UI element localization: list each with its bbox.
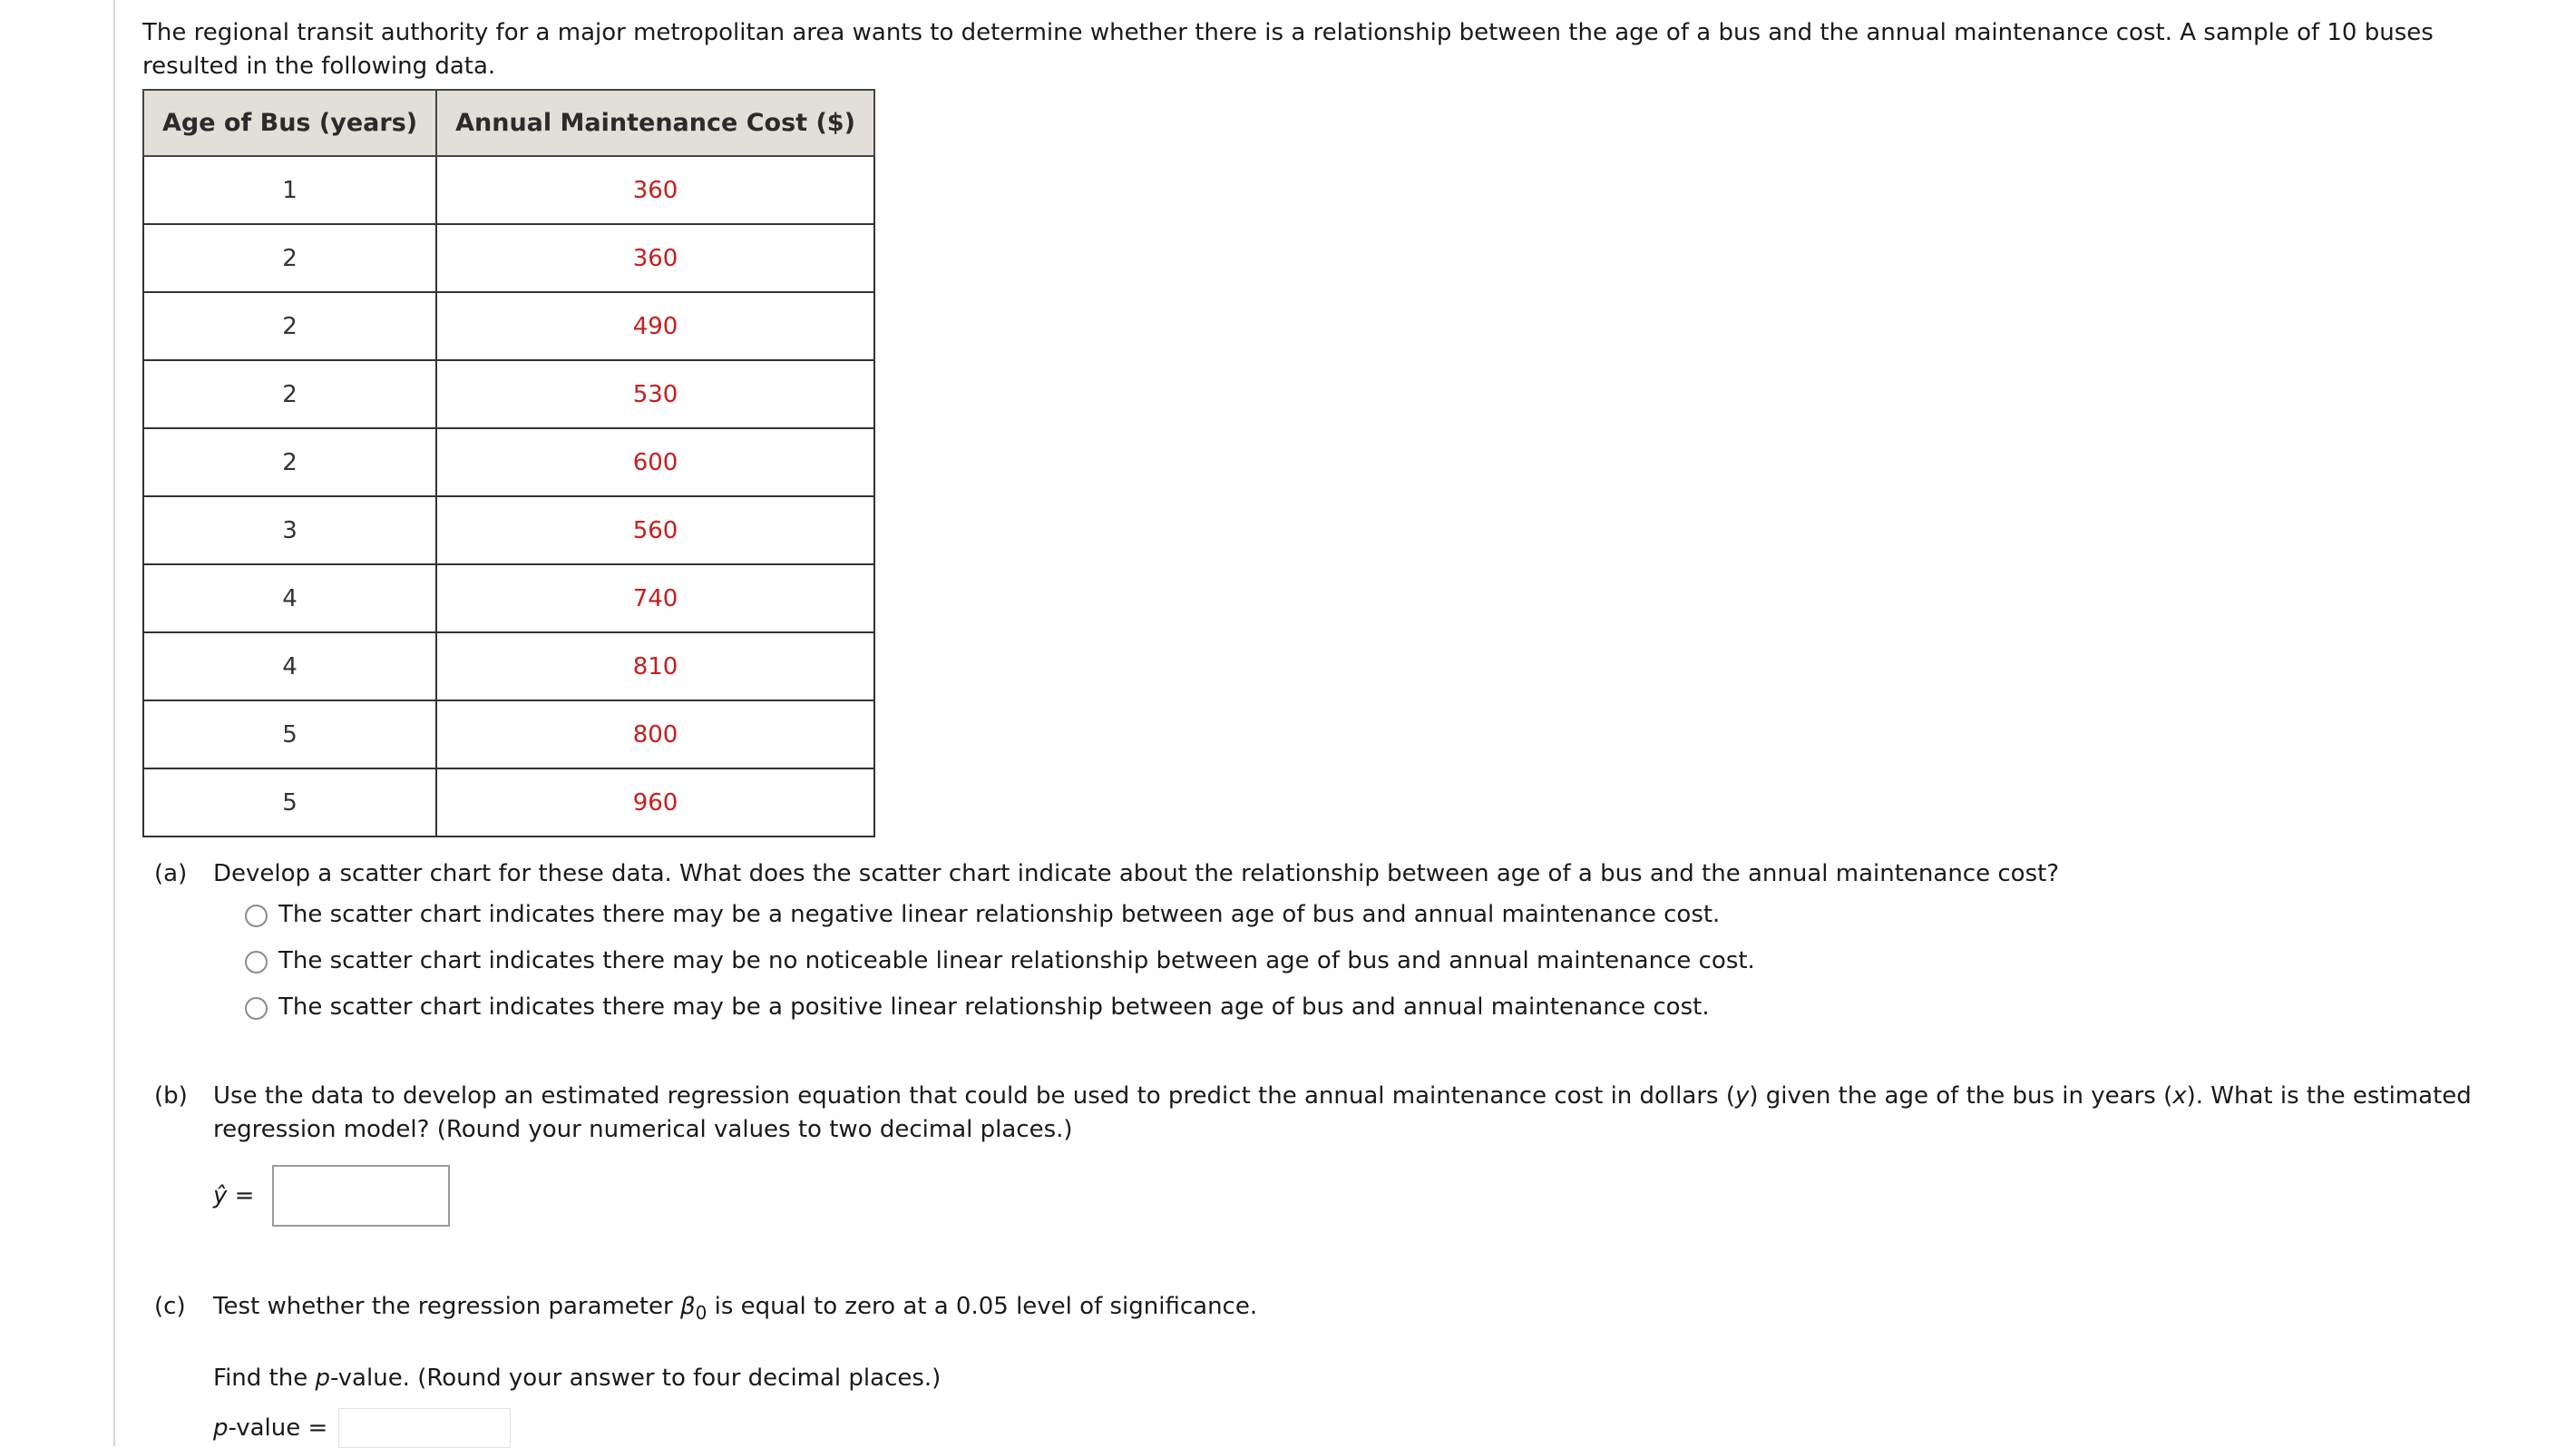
age-cell: 5 <box>143 700 436 768</box>
part-b-text-3: ). What is the estimated <box>2186 1082 2472 1110</box>
part-a-question-text: Develop a scatter chart for these data. What does the scatter chart indicate about the relationship between age of a bus and the annual maintenance cost? <box>213 860 2060 887</box>
table-row <box>143 496 874 564</box>
table-header-row <box>143 90 874 156</box>
pvalue-input[interactable] <box>338 1408 511 1448</box>
cost-cell: 800 <box>436 700 874 768</box>
cost-cell: 490 <box>436 292 874 360</box>
regression-answer-row <box>213 1165 450 1227</box>
radio-negative[interactable] <box>245 905 268 927</box>
part-b-question <box>154 1080 2513 1147</box>
option-positive-label: The scatter chart indicates there may be a positive linear relationship between age of bus and annual maintenance cost. <box>278 993 1710 1021</box>
cost-cell: 360 <box>436 224 874 292</box>
age-cell: 4 <box>143 564 436 632</box>
part-c-text-1: Test whether the regression parameter <box>213 1293 680 1320</box>
cost-cell: 360 <box>436 156 874 224</box>
part-c-question <box>154 1290 2513 1330</box>
option-none[interactable] <box>154 943 2513 989</box>
pvalue-p: p <box>213 1414 229 1442</box>
table-row <box>143 156 874 224</box>
regression-equation-input[interactable] <box>272 1165 450 1227</box>
part-a-question <box>154 860 2513 887</box>
table-row <box>143 768 874 837</box>
part-c-label: (c) <box>154 1293 186 1320</box>
part-b <box>154 1080 2513 1209</box>
age-cell: 2 <box>143 224 436 292</box>
part-c <box>154 1290 2513 1448</box>
part-a-label: (a) <box>154 860 188 887</box>
pvalue-label: -value = <box>228 1414 328 1442</box>
table-row <box>143 360 874 428</box>
left-margin-rule <box>113 0 115 1446</box>
beta-subscript: 0 <box>695 1302 707 1325</box>
cost-cell: 810 <box>436 632 874 700</box>
part-a <box>154 860 2513 1035</box>
radio-positive[interactable] <box>245 997 268 1020</box>
cost-cell: 560 <box>436 496 874 564</box>
part-b-label: (b) <box>154 1082 188 1110</box>
find-pvalue-instruction <box>154 1362 2513 1395</box>
age-cell: 3 <box>143 496 436 564</box>
table-row <box>143 428 874 496</box>
table-row <box>143 292 874 360</box>
problem-intro <box>142 16 2501 83</box>
age-cell: 5 <box>143 768 436 837</box>
cost-cell: 960 <box>436 768 874 837</box>
part-a-options <box>154 896 2513 1035</box>
age-cell: 4 <box>143 632 436 700</box>
age-cell: 1 <box>143 156 436 224</box>
part-b-text-1: Use the data to develop an estimated regression equation that could be used to predict the annual maintenance cost in dollars ( <box>213 1082 1735 1110</box>
age-cell: 2 <box>143 360 436 428</box>
yhat-label: ŷ = <box>213 1181 255 1209</box>
bus-data-table <box>142 89 875 837</box>
age-cell: 2 <box>143 292 436 360</box>
part-b-text-4: regression model? (Round your numerical values to two decimal places.) <box>213 1116 1073 1143</box>
part-c-text-2: is equal to zero at a 0.05 level of significance. <box>707 1293 1258 1320</box>
var-x: x <box>2172 1082 2187 1110</box>
table-row <box>143 700 874 768</box>
header-age: Age of Bus (years) <box>143 90 436 156</box>
table-row <box>143 564 874 632</box>
option-positive[interactable] <box>154 989 2513 1035</box>
table-row <box>143 224 874 292</box>
table-row <box>143 632 874 700</box>
option-negative-label: The scatter chart indicates there may be a negative linear relationship between age of bus and annual maintenance cost. <box>278 901 1721 928</box>
beta-symbol <box>680 1293 707 1325</box>
find-text-2: -value. (Round your answer to four decimal places.) <box>329 1365 942 1393</box>
intro-line-2: resulted in the following data. <box>142 53 496 80</box>
find-text-1: Find the <box>213 1365 316 1393</box>
pvalue-answer-row <box>154 1408 2513 1448</box>
header-cost: Annual Maintenance Cost ($) <box>436 90 874 156</box>
beta-letter: β <box>680 1293 696 1320</box>
cost-cell: 600 <box>436 428 874 496</box>
intro-line-1: The regional transit authority for a major metropolitan area wants to determine whether there is a relationship between the age of a bus and the annual maintenance cost. A sample of 10 buses <box>142 19 2434 46</box>
part-b-text-2: ) given the age of the bus in years ( <box>1749 1082 2173 1110</box>
option-negative[interactable] <box>154 896 2513 943</box>
cost-cell: 530 <box>436 360 874 428</box>
option-none-label: The scatter chart indicates there may be no noticeable linear relationship between age of bus and annual maintenance cost. <box>278 947 1755 974</box>
cost-cell: 740 <box>436 564 874 632</box>
find-p: p <box>315 1365 330 1393</box>
age-cell: 2 <box>143 428 436 496</box>
var-y: y <box>1734 1082 1750 1110</box>
radio-none[interactable] <box>245 951 268 973</box>
